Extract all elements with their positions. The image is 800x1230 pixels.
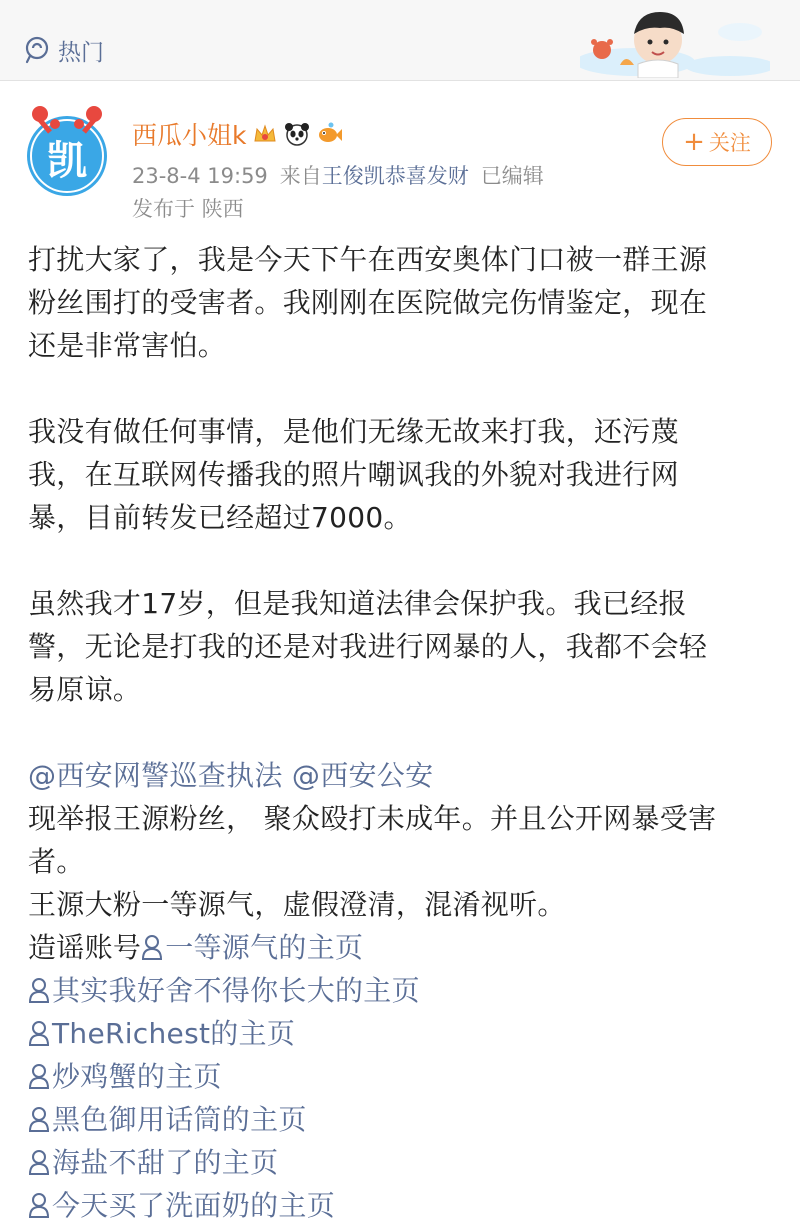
text-line: 虽然我才17岁，但是我知道法律会保护我。我已经报 xyxy=(28,587,687,620)
post-location: 发布于 陕西 xyxy=(132,197,244,221)
post-source-link[interactable]: 王俊凯恭喜发财 xyxy=(321,164,469,188)
banner-illustration xyxy=(580,10,770,78)
text-line: 易原谅。 xyxy=(28,673,142,706)
account-link[interactable] xyxy=(28,1184,773,1227)
text-line: 粉丝围打的受害者。我刚刚在医院做完伤情鉴定，现在 xyxy=(28,286,708,319)
hot-tab[interactable] xyxy=(24,32,104,68)
text-line: 暴，目前转发已经超过7000。 xyxy=(28,501,412,534)
user-icon xyxy=(28,1149,50,1175)
top-bar xyxy=(0,0,800,81)
account-name: TheRichest的主页 xyxy=(52,1017,296,1050)
text-line: 王源大粉一等源气，虚假澄清，混淆视听。 xyxy=(28,888,566,921)
post-body xyxy=(28,238,773,1227)
source-prefix: 来自 xyxy=(279,164,322,188)
text-line: 我，在互联网传播我的照片嘲讽我的外貌对我进行网 xyxy=(28,458,679,491)
account-link[interactable] xyxy=(28,1055,773,1098)
account-link[interactable] xyxy=(28,1012,773,1055)
text-line: 现举报王源粉丝， 聚众殴打未成年。并且公开网暴受害 xyxy=(28,802,717,835)
edited-label[interactable]: 已编辑 xyxy=(480,164,544,188)
account-link[interactable] xyxy=(28,969,773,1012)
location-hot-icon xyxy=(24,36,50,64)
text-line: 还是非常害怕。 xyxy=(28,329,227,362)
follow-button[interactable] xyxy=(662,118,772,166)
paragraph-2 xyxy=(28,410,773,539)
mention-link[interactable]: @西安公安 xyxy=(291,759,434,792)
text-line: 警，无论是打我的还是对我进行网暴的人，我都不会轻 xyxy=(28,630,708,663)
user-icon xyxy=(28,1020,50,1046)
fish-badge-icon xyxy=(316,121,342,147)
account-link[interactable] xyxy=(141,931,363,964)
account-name: 黑色御用话筒的主页 xyxy=(52,1103,307,1136)
account-name: 炒鸡蟹的主页 xyxy=(52,1060,222,1093)
plus-icon: + xyxy=(683,127,705,157)
account-name: 今天买了洗面奶的主页 xyxy=(52,1189,336,1222)
accounts-prefix: 造谣账号 xyxy=(28,931,142,964)
user-name[interactable]: 西瓜小姐k xyxy=(132,121,247,150)
user-icon xyxy=(28,1192,50,1218)
post-meta xyxy=(132,160,544,190)
account-name: 海盐不甜了的主页 xyxy=(52,1146,279,1179)
paragraph-3 xyxy=(28,582,773,711)
user-icon xyxy=(28,1106,50,1132)
hot-label: 热门 xyxy=(58,39,104,66)
account-link[interactable] xyxy=(28,1141,773,1184)
follow-label: 关注 xyxy=(708,131,751,155)
panda-badge-icon xyxy=(284,121,310,147)
text-line: 打扰大家了，我是今天下午在西安奥体门口被一群王源 xyxy=(28,243,708,276)
paragraph-1 xyxy=(28,238,773,367)
avatar[interactable] xyxy=(22,98,112,198)
user-icon xyxy=(28,977,50,1003)
mention-link[interactable]: @西安网警巡查执法 xyxy=(28,759,283,792)
accounts-line xyxy=(28,926,773,969)
avatar-char: 凯 xyxy=(47,138,87,184)
user-name-row[interactable] xyxy=(132,116,342,152)
post-time: 23-8-4 19:59 xyxy=(132,164,268,188)
account-name: 一等源气的主页 xyxy=(165,931,364,964)
crown-badge-icon xyxy=(252,121,278,147)
text-line: 者。 xyxy=(28,845,85,878)
mentions-line xyxy=(28,754,773,797)
user-icon xyxy=(28,1063,50,1089)
text-line: 我没有做任何事情，是他们无缘无故来打我，还污蔑 xyxy=(28,415,679,448)
user-icon xyxy=(141,934,163,960)
account-link[interactable] xyxy=(28,1098,773,1141)
account-name: 其实我好舍不得你长大的主页 xyxy=(52,974,420,1007)
post-header xyxy=(0,90,800,220)
